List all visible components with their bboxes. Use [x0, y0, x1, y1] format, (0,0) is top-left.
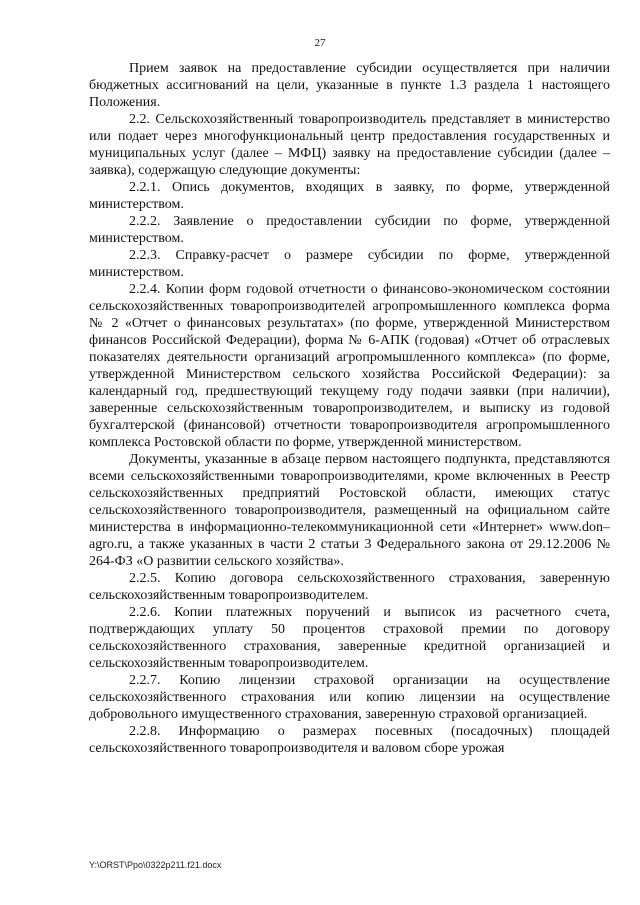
paragraph-2-2-6: 2.2.6. Копии платежных поручений и выписок из расчетного счета, подтверждающих уплату 50 процентов страховой премии по договору сельскохозяйственного страхования, заверенные кредитной организацией и сельскохозяйственным товаропроизводителем.: [89, 605, 610, 671]
paragraph-2-2-7: 2.2.7. Копию лицензии страховой организации на осуществление сельскохозяйственного страхования или копию лицензии на осуществление добровольного имущественного страхования, заверенную страховой организацией.: [89, 673, 610, 722]
paragraph-2-2-5: 2.2.5. Копию договора сельскохозяйственного страхования, заверенную сельскохозяйственным товаропроизводителем.: [89, 571, 610, 603]
paragraph-2-2-8: 2.2.8. Информацию о размерах посевных (посадочных) площадей сельскохозяйственного товаропроизводителя и валовом сборе урожая: [89, 724, 610, 756]
paragraph-documents-note: Документы, указанные в абзаце первом настоящего подпункта, представляются всеми сельскохозяйственными товаропроизводителями, кроме включенных в Реестр сельскохозяйственных предприятий Ростовской области, имеющих статус сельскохозяйственного товаропроизводителя, размещенный на официальном сайте министерства в информационно-телекоммуникационной сети «Интернет» www.don–agro.ru, а также указанных в части 2 статьи 3 Федерального закона от 29.12.2006 № 264-ФЗ «О развитии сельского хозяйства».: [89, 452, 610, 569]
paragraph-intro: Прием заявок на предоставление субсидии осуществляется при наличии бюджетных ассигнований на цели, указанные в пункте 1.3 раздела 1 настоящего Положения.: [89, 61, 610, 110]
paragraph-2-2: 2.2. Сельскохозяйственный товаропроизводитель представляет в министерство или подает через многофункциональный центр предоставления государственных и муниципальных услуг (далее – МФЦ) заявку на предоставление субсидии (далее – заявка), содержащую следующие документы:: [89, 112, 610, 178]
page-number: 27: [314, 37, 326, 49]
paragraph-2-2-4: 2.2.4. Копии форм годовой отчетности о финансово-экономическом состоянии сельскохозяйственных товаропроизводителей агропромышленного комплекса форма № 2 «Отчет о финансовых результатах» (по форме, утвержденной Министерством финансов Российской Федерации), форма № 6-АПК (годовая) «Отчет об отраслевых показателях деятельности организаций агропромышленного комплекса» (по форме, утвержденной Министерством сельского хозяйства Российской Федерации): за календарный год, предшествующий текущему году подачи заявки (при наличии), заверенные сельскохозяйственным товаропроизводителем, и выписку из годовой бухгалтерской (финансовой) отчетности товаропроизводителя агропромышленного комплекса Ростовской области по форме, утвержденной министерством.: [89, 282, 610, 450]
paragraph-2-2-2: 2.2.2. Заявление о предоставлении субсидии по форме, утвержденной министерством.: [89, 214, 610, 246]
paragraph-2-2-3: 2.2.3. Справку-расчет о размере субсидии по форме, утвержденной министерством.: [89, 248, 610, 280]
file-path-footer: Y:\ORST\Ppo\0322p211.f21.docx: [89, 860, 222, 870]
paragraph-2-2-1: 2.2.1. Опись документов, входящих в заявку, по форме, утвержденной министерством.: [89, 180, 610, 212]
document-body: [89, 60, 610, 757]
